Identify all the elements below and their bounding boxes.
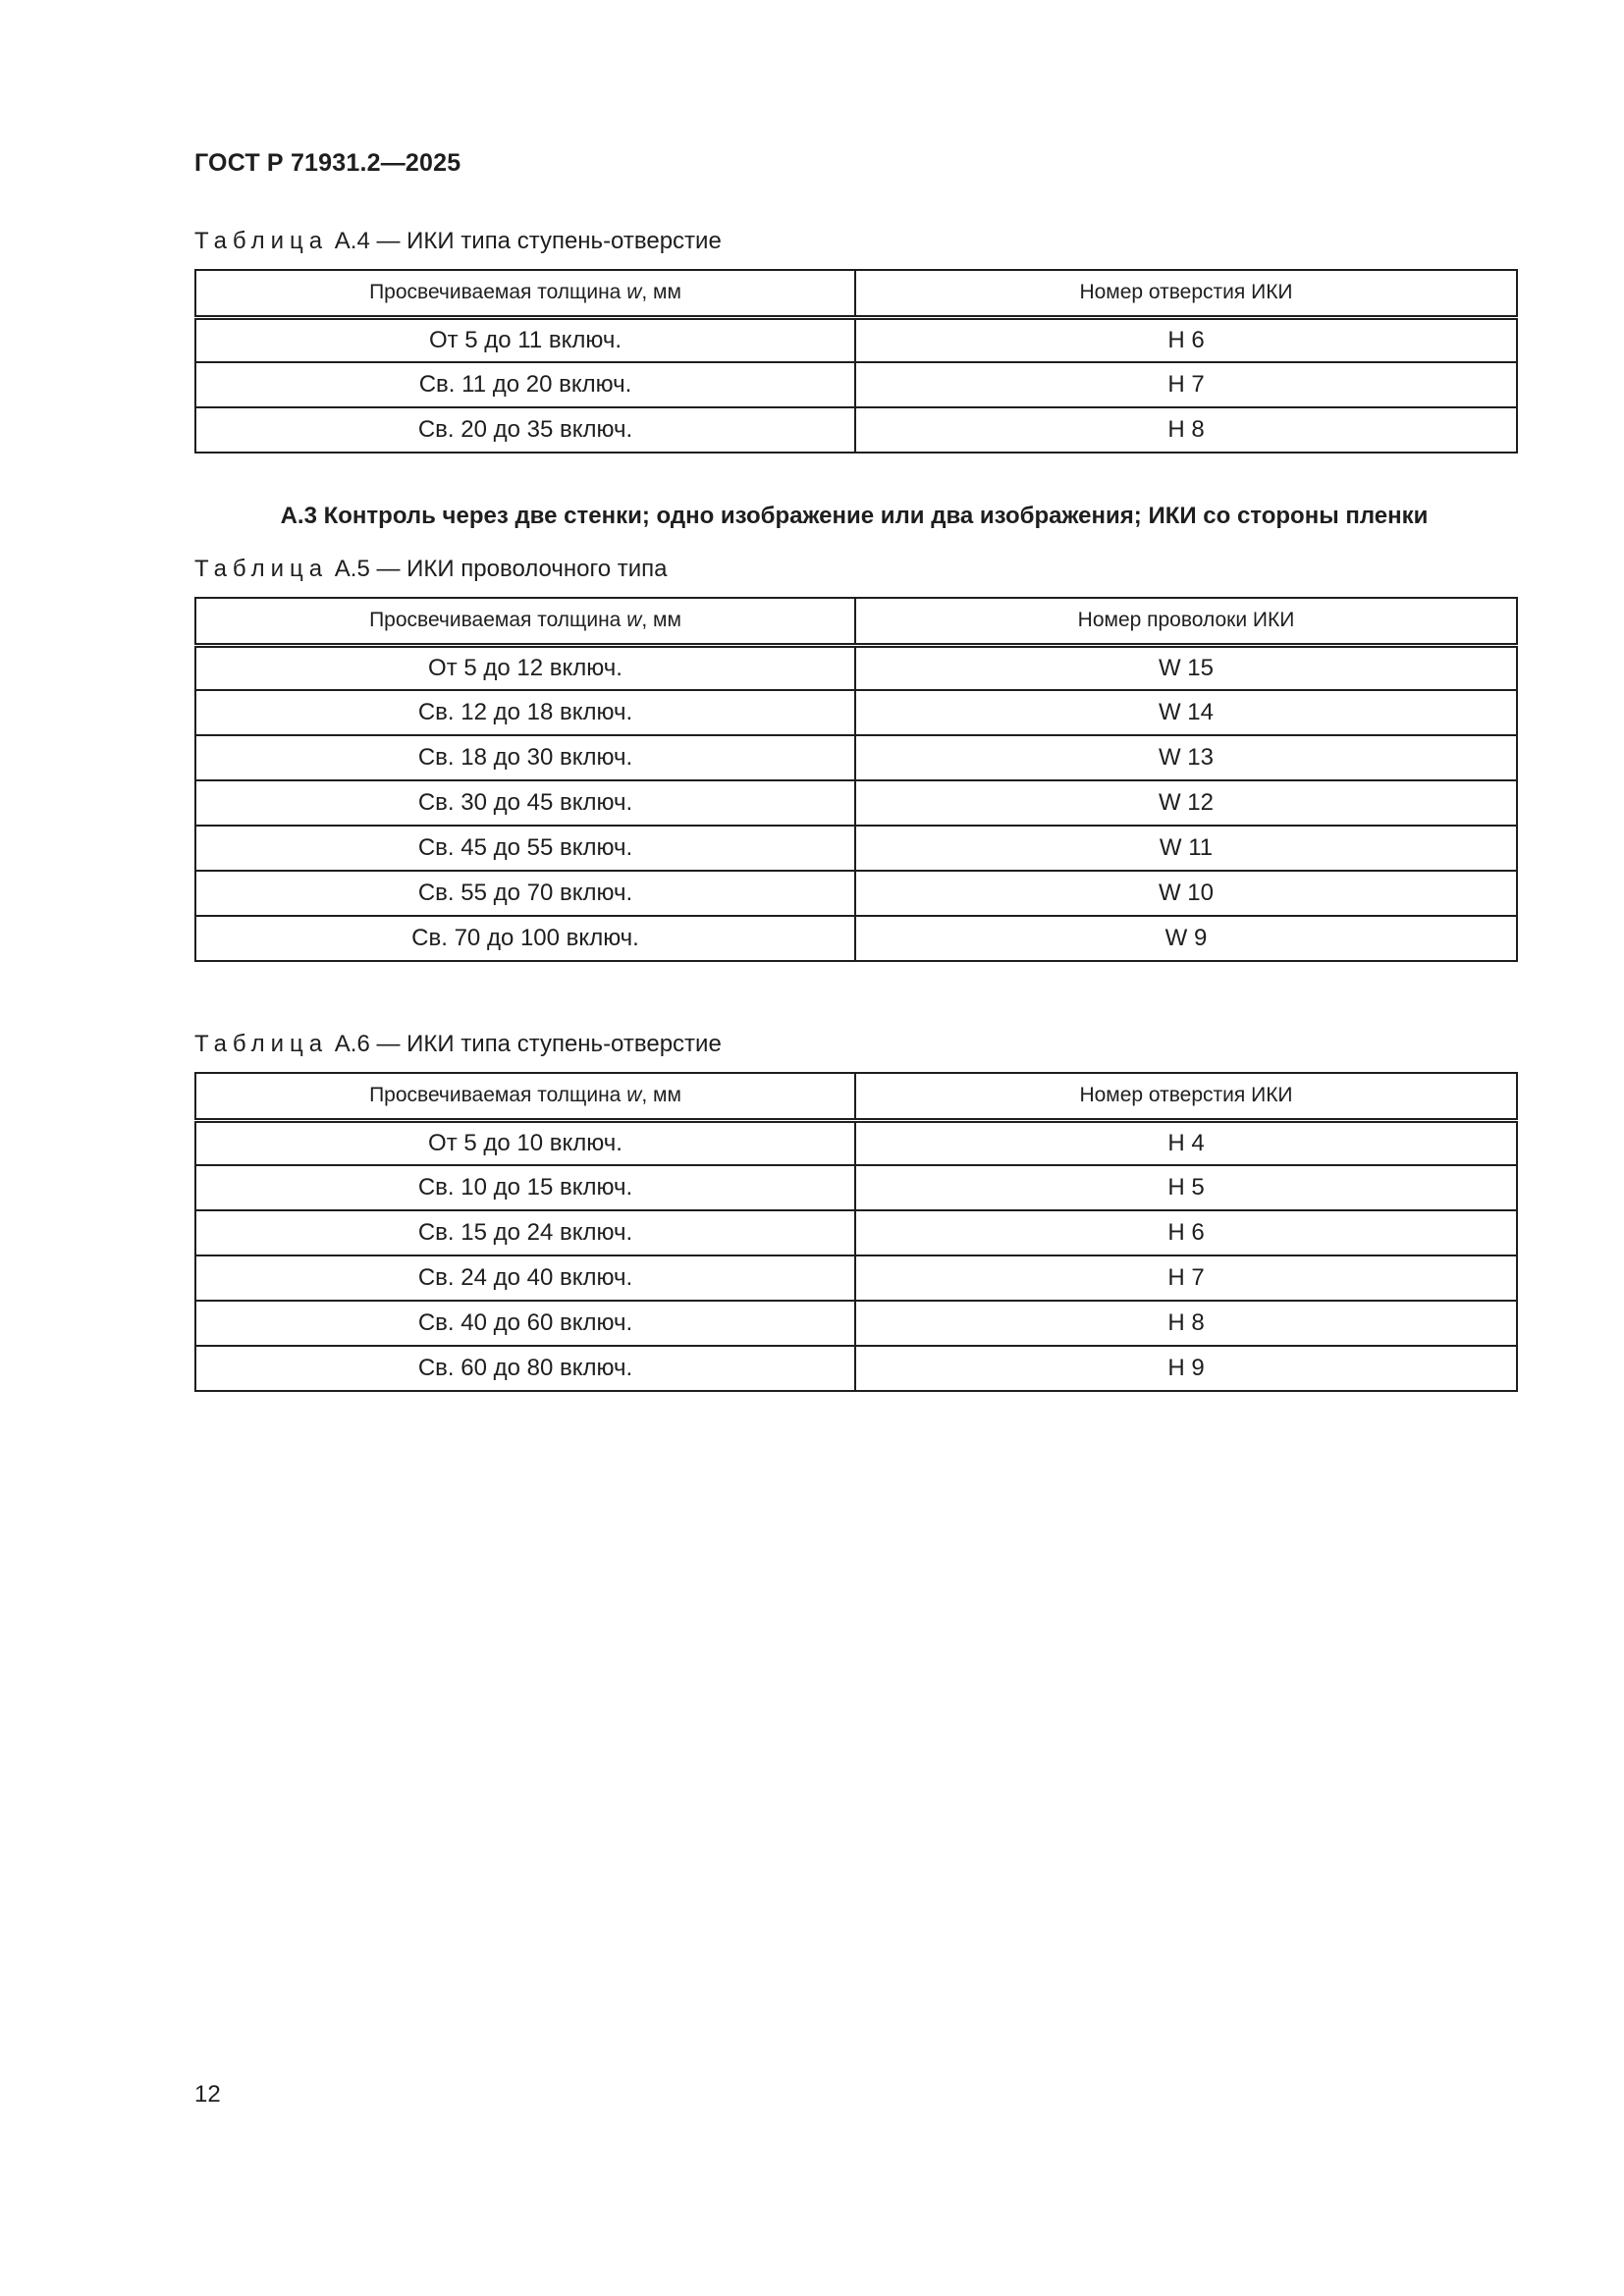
iqi-number-cell: W 10 bbox=[855, 871, 1517, 916]
table-row bbox=[195, 916, 1517, 961]
iqi-number-cell: W 12 bbox=[855, 780, 1517, 826]
iqi-number-cell: H 9 bbox=[855, 1346, 1517, 1391]
table-row bbox=[195, 317, 1517, 362]
table-row bbox=[195, 1165, 1517, 1210]
iqi-number-cell: H 6 bbox=[855, 1210, 1517, 1255]
iqi-number-cell: H 4 bbox=[855, 1120, 1517, 1165]
table-row bbox=[195, 362, 1517, 407]
iqi-number-cell: H 8 bbox=[855, 1301, 1517, 1346]
table-header-row bbox=[195, 1073, 1517, 1120]
thickness-cell: Св. 40 до 60 включ. bbox=[195, 1301, 855, 1346]
iqi-number-cell: H 8 bbox=[855, 407, 1517, 453]
iqi-number-cell: H 5 bbox=[855, 1165, 1517, 1210]
document-header: ГОСТ Р 71931.2—2025 bbox=[194, 149, 461, 177]
iqi-number-cell: W 14 bbox=[855, 690, 1517, 735]
iqi-number-cell: W 9 bbox=[855, 916, 1517, 961]
table-row bbox=[195, 1120, 1517, 1165]
thickness-cell: От 5 до 10 включ. bbox=[195, 1120, 855, 1165]
table-a6-caption-text: А.6 — ИКИ типа ступень-отверстие bbox=[334, 1031, 722, 1057]
iqi-number-cell: W 11 bbox=[855, 826, 1517, 871]
page-number: 12 bbox=[194, 2081, 221, 2108]
table-a6-caption bbox=[194, 1031, 722, 1058]
table-row bbox=[195, 735, 1517, 780]
table-a4-caption bbox=[194, 228, 722, 255]
iqi-number-cell: H 6 bbox=[855, 317, 1517, 362]
table-a6 bbox=[194, 1072, 1518, 1392]
table-a4-caption-label: Таблица bbox=[194, 228, 329, 254]
thickness-cell: Св. 12 до 18 включ. bbox=[195, 690, 855, 735]
table-row bbox=[195, 826, 1517, 871]
thickness-cell: Св. 30 до 45 включ. bbox=[195, 780, 855, 826]
section-heading-a3: А.3 Контроль через две стенки; одно изображение или два изображения; ИКИ со стороны пленки bbox=[280, 503, 1429, 529]
table-a5 bbox=[194, 597, 1518, 962]
table-a5-caption bbox=[194, 556, 667, 583]
table-a6-caption-label: Таблица bbox=[194, 1031, 329, 1057]
thickness-cell: Св. 70 до 100 включ. bbox=[195, 916, 855, 961]
thickness-cell: Св. 45 до 55 включ. bbox=[195, 826, 855, 871]
table-header-row bbox=[195, 270, 1517, 317]
table-row bbox=[195, 407, 1517, 453]
thickness-cell: Св. 18 до 30 включ. bbox=[195, 735, 855, 780]
table-a5-caption-label: Таблица bbox=[194, 556, 329, 582]
iqi-number-cell: W 13 bbox=[855, 735, 1517, 780]
col-number-header: Номер проволоки ИКИ bbox=[855, 598, 1517, 645]
thickness-cell: Св. 11 до 20 включ. bbox=[195, 362, 855, 407]
thickness-cell: От 5 до 12 включ. bbox=[195, 645, 855, 690]
table-a4 bbox=[194, 269, 1518, 454]
table-header-row bbox=[195, 598, 1517, 645]
thickness-cell: Св. 60 до 80 включ. bbox=[195, 1346, 855, 1391]
iqi-number-cell: W 15 bbox=[855, 645, 1517, 690]
thickness-cell: Св. 24 до 40 включ. bbox=[195, 1255, 855, 1301]
table-row bbox=[195, 1210, 1517, 1255]
table-row bbox=[195, 1346, 1517, 1391]
thickness-cell: Св. 10 до 15 включ. bbox=[195, 1165, 855, 1210]
col-number-header: Номер отверстия ИКИ bbox=[855, 1073, 1517, 1120]
table-row bbox=[195, 871, 1517, 916]
col-thickness-header: Просвечиваемая толщина w, мм bbox=[195, 1073, 855, 1120]
thickness-cell: От 5 до 11 включ. bbox=[195, 317, 855, 362]
thickness-cell: Св. 15 до 24 включ. bbox=[195, 1210, 855, 1255]
thickness-cell: Св. 20 до 35 включ. bbox=[195, 407, 855, 453]
table-row bbox=[195, 780, 1517, 826]
col-number-header: Номер отверстия ИКИ bbox=[855, 270, 1517, 317]
thickness-cell: Св. 55 до 70 включ. bbox=[195, 871, 855, 916]
iqi-number-cell: H 7 bbox=[855, 362, 1517, 407]
iqi-number-cell: H 7 bbox=[855, 1255, 1517, 1301]
col-thickness-header: Просвечиваемая толщина w, мм bbox=[195, 598, 855, 645]
table-row bbox=[195, 645, 1517, 690]
table-a4-caption-text: А.4 — ИКИ типа ступень-отверстие bbox=[334, 228, 722, 254]
table-a5-caption-text: А.5 — ИКИ проволочного типа bbox=[334, 556, 668, 582]
col-thickness-header: Просвечиваемая толщина w, мм bbox=[195, 270, 855, 317]
table-row bbox=[195, 690, 1517, 735]
table-row bbox=[195, 1301, 1517, 1346]
table-row bbox=[195, 1255, 1517, 1301]
